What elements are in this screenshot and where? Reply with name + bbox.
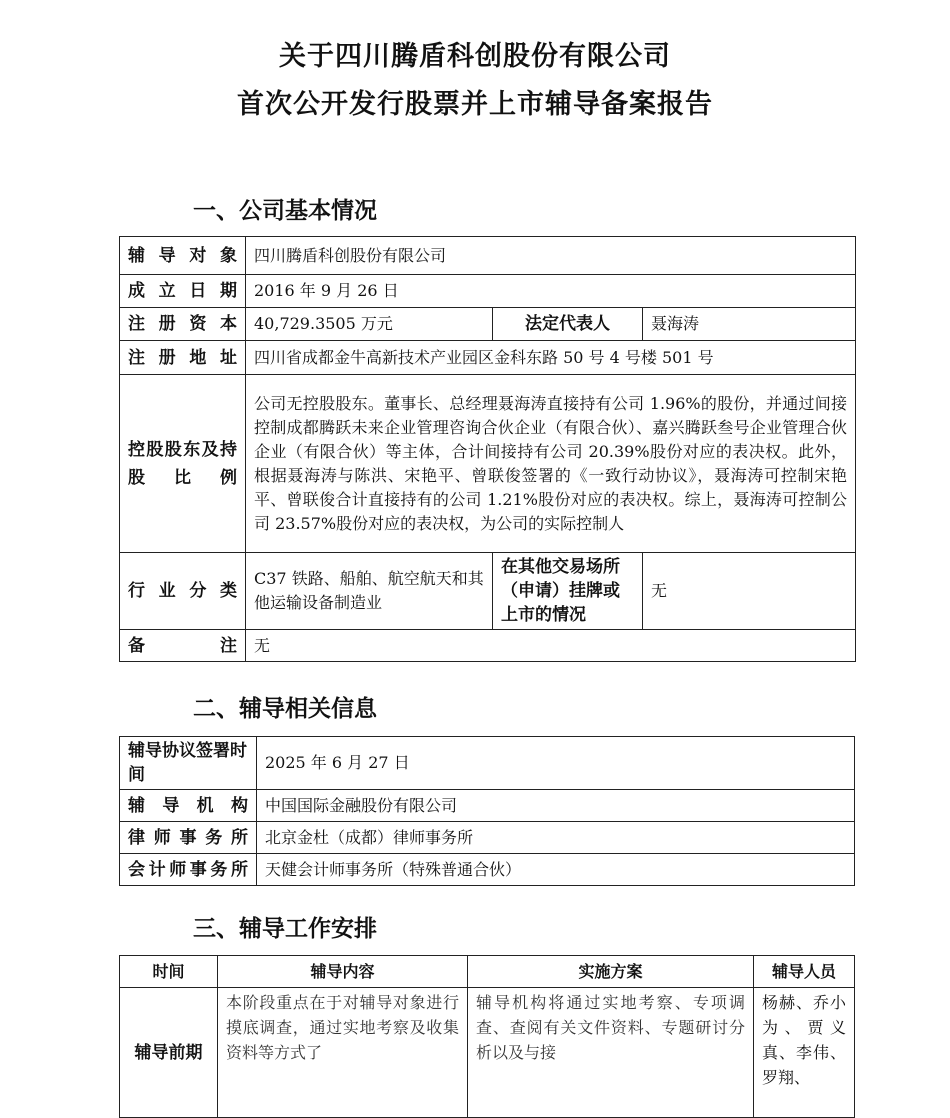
schedule-header-row [120, 956, 855, 988]
schedule-table [119, 955, 855, 1118]
tutoring-info-table [119, 736, 855, 886]
rep-label: 法定代表人 [493, 308, 643, 341]
row-law-firm [120, 822, 855, 854]
tutor-org-label: 辅导机构 [120, 790, 257, 822]
listing-label: 在其他交易场所（申请）挂牌或上市的情况 [493, 553, 643, 630]
section-heading-basic-info: 一、公司基本情况 [193, 198, 377, 224]
industry-label: 行业分类 [120, 553, 246, 630]
row-early-staff: 杨赫、乔小为、贾义真、李伟、罗翔、 [754, 988, 855, 1118]
header-staff: 辅导人员 [754, 956, 855, 988]
row-address [120, 341, 856, 375]
sign-time-label: 辅导协议签署时间 [120, 737, 257, 790]
row-holder [120, 375, 856, 553]
report-title-line1: 关于四川腾盾科创股份有限公司 [279, 41, 671, 72]
row-industry [120, 553, 856, 630]
row-accounting-firm [120, 854, 855, 886]
row-capital [120, 308, 856, 341]
remark-label: 备注 [120, 630, 246, 662]
row-remark [120, 630, 856, 662]
address-value: 四川省成都金牛高新技术产业园区金科东路 50 号 4 号楼 501 号 [246, 341, 856, 375]
date-value: 2016 年 9 月 26 日 [246, 275, 856, 308]
remark-value: 无 [246, 630, 856, 662]
capital-value: 40,729.3505 万元 [246, 308, 493, 341]
date-label: 成立日期 [120, 275, 246, 308]
law-firm-label: 律师事务所 [120, 822, 257, 854]
row-tutor-org [120, 790, 855, 822]
address-label: 注册地址 [120, 341, 246, 375]
row-target [120, 237, 856, 275]
company-info-table [119, 236, 856, 662]
header-time: 时间 [120, 956, 218, 988]
row-date [120, 275, 856, 308]
listing-value: 无 [643, 553, 856, 630]
section-heading-tutoring-info: 二、辅导相关信息 [193, 696, 377, 722]
target-value: 四川腾盾科创股份有限公司 [246, 237, 856, 275]
row-early-plan: 辅导机构将通过实地考察、专项调查、查阅有关文件资料、专题研讨分析以及与接 [468, 988, 754, 1118]
schedule-row-early [120, 988, 855, 1118]
tutor-org-value: 中国国际金融股份有限公司 [257, 790, 855, 822]
report-title-line2: 首次公开发行股票并上市辅导备案报告 [237, 89, 713, 120]
industry-value: C37 铁路、船舶、航空航天和其他运输设备制造业 [246, 553, 493, 630]
header-content: 辅导内容 [218, 956, 468, 988]
accounting-firm-label: 会计师事务所 [120, 854, 257, 886]
holder-label: 控股股东及持股比例 [120, 375, 246, 553]
accounting-firm-value: 天健会计师事务所（特殊普通合伙） [257, 854, 855, 886]
law-firm-value: 北京金杜（成都）律师事务所 [257, 822, 855, 854]
sign-time-value: 2025 年 6 月 27 日 [257, 737, 855, 790]
capital-label: 注册资本 [120, 308, 246, 341]
header-plan: 实施方案 [468, 956, 754, 988]
section-heading-schedule: 三、辅导工作安排 [193, 916, 377, 942]
holder-value: 公司无控股股东。董事长、总经理聂海涛直接持有公司 1.96%的股份，并通过间接控制成都腾跃未来企业管理咨询合伙企业（有限合伙）、嘉兴腾跃叁号企业管理合伙企业（有限合伙）等主体，合计间接持有公司 20.39%股份对应的表决权。此外，根据聂海涛与陈洪、宋艳平、曾联俊签署的《一致行动协议》，聂海涛可控制宋艳平、曾联俊合计直接持有的公司 1.21%股份对应的表决权。综上，聂海涛可控制公司 23.57%股份对应的表决权，为公司的实际控制人 [246, 375, 856, 553]
target-label: 辅导对象 [120, 237, 246, 275]
row-early-content: 本阶段重点在于对辅导对象进行摸底调查，通过实地考察及收集资料等方式了 [218, 988, 468, 1118]
row-sign-time [120, 737, 855, 790]
rep-value: 聂海涛 [643, 308, 856, 341]
row-early-time: 辅导前期 [120, 988, 218, 1118]
